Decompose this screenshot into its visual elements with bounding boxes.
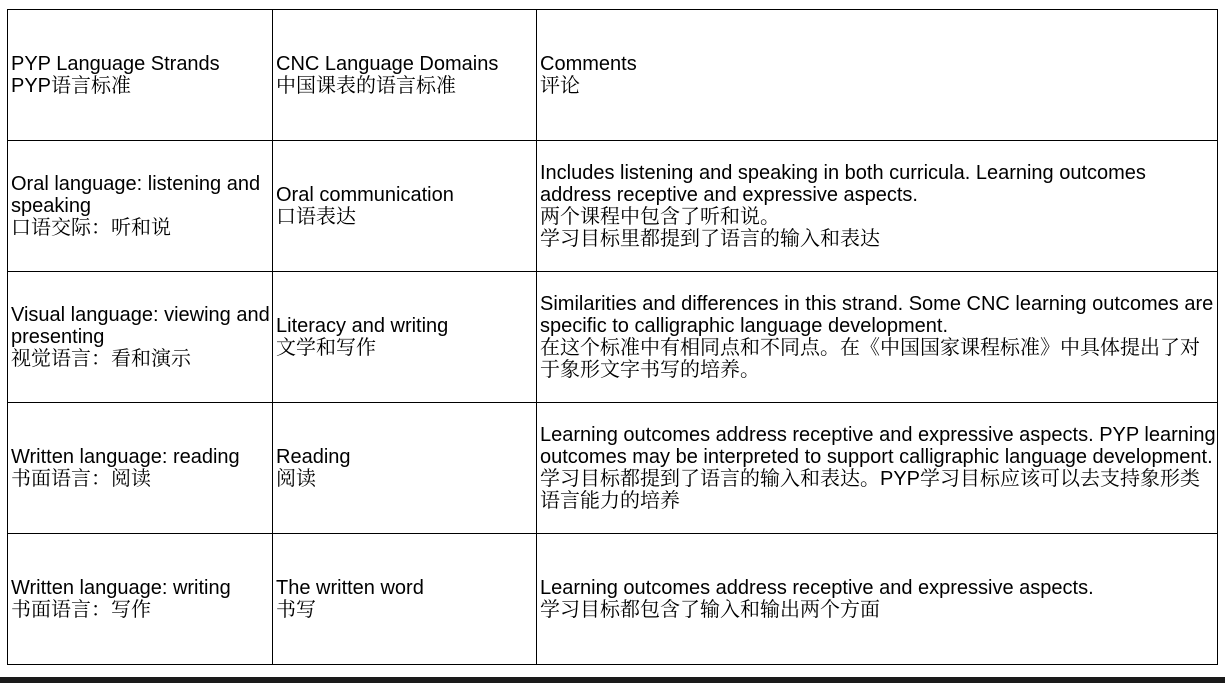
comment-en: Similarities and differences in this strand. Some CNC learning outcomes are specific to calligraphic language development. <box>540 293 1214 337</box>
table-row <box>8 272 1218 403</box>
header-cell-comments <box>537 10 1218 141</box>
strand-cell <box>8 141 273 272</box>
comment-zh-1: 在这个标准中有相同点和不同点。在《中国国家课程标准》中具体提出了对于象形文字书写的培养。 <box>540 337 1200 381</box>
comment-zh-1: 两个课程中包含了听和说。 <box>540 206 780 228</box>
domain-zh: 文学和写作 <box>276 337 376 359</box>
domain-en: Oral communication <box>276 184 454 206</box>
header-cell-pyp-strands <box>8 10 273 141</box>
comment-zh-2: 学习目标里都提到了语言的输入和表达 <box>540 228 880 250</box>
domain-zh: 口语表达 <box>276 206 356 228</box>
strand-en: Visual language: viewing and presenting <box>11 304 270 348</box>
header-comments-zh: 评论 <box>540 75 580 97</box>
domain-cell <box>273 534 537 665</box>
bottom-edge-bar <box>0 677 1225 683</box>
header-cnc-domains-en: CNC Language Domains <box>276 53 499 75</box>
strand-zh: 视觉语言：看和演示 <box>11 348 191 370</box>
table-row <box>8 141 1218 272</box>
domain-en: Literacy and writing <box>276 315 449 337</box>
header-pyp-strands-en: PYP Language Strands <box>11 53 220 75</box>
table-row <box>8 403 1218 534</box>
table-row <box>8 534 1218 665</box>
domain-cell <box>273 141 537 272</box>
strand-cell <box>8 272 273 403</box>
table-header-row <box>8 10 1218 141</box>
header-comments-en: Comments <box>540 53 637 75</box>
header-pyp-strands-zh: PYP语言标准 <box>11 75 132 97</box>
domain-cell <box>273 403 537 534</box>
comment-cell <box>537 403 1218 534</box>
domain-en: Reading <box>276 446 351 468</box>
domain-cell <box>273 272 537 403</box>
curriculum-comparison-table <box>7 9 1218 665</box>
strand-en: Written language: reading <box>11 446 240 468</box>
comment-zh-1: 学习目标都提到了语言的输入和表达。PYP学习目标应该可以去支持象形类语言能力的培养 <box>540 468 1201 512</box>
comment-zh-1: 学习目标都包含了输入和输出两个方面 <box>540 599 880 621</box>
comment-cell <box>537 272 1218 403</box>
comment-cell <box>537 534 1218 665</box>
header-cell-cnc-domains <box>273 10 537 141</box>
strand-cell <box>8 534 273 665</box>
strand-cell <box>8 403 273 534</box>
domain-zh: 书写 <box>276 599 316 621</box>
strand-zh: 书面语言：写作 <box>11 599 151 621</box>
comment-en: Learning outcomes address receptive and expressive aspects. PYP learning outcomes may be interpreted to support calligraphic language development. <box>540 424 1216 468</box>
strand-en: Oral language: listening and speaking <box>11 173 261 217</box>
domain-zh: 阅读 <box>276 468 316 490</box>
strand-zh: 口语交际：听和说 <box>11 217 171 239</box>
strand-zh: 书面语言：阅读 <box>11 468 151 490</box>
comment-cell <box>537 141 1218 272</box>
strand-en: Written language: writing <box>11 577 231 599</box>
comment-en: Learning outcomes address receptive and expressive aspects. <box>540 577 1094 599</box>
domain-en: The written word <box>276 577 424 599</box>
comment-en: Includes listening and speaking in both curricula. Learning outcomes address receptive and expressive aspects. <box>540 162 1146 206</box>
header-cnc-domains-zh: 中国课表的语言标准 <box>276 75 456 97</box>
